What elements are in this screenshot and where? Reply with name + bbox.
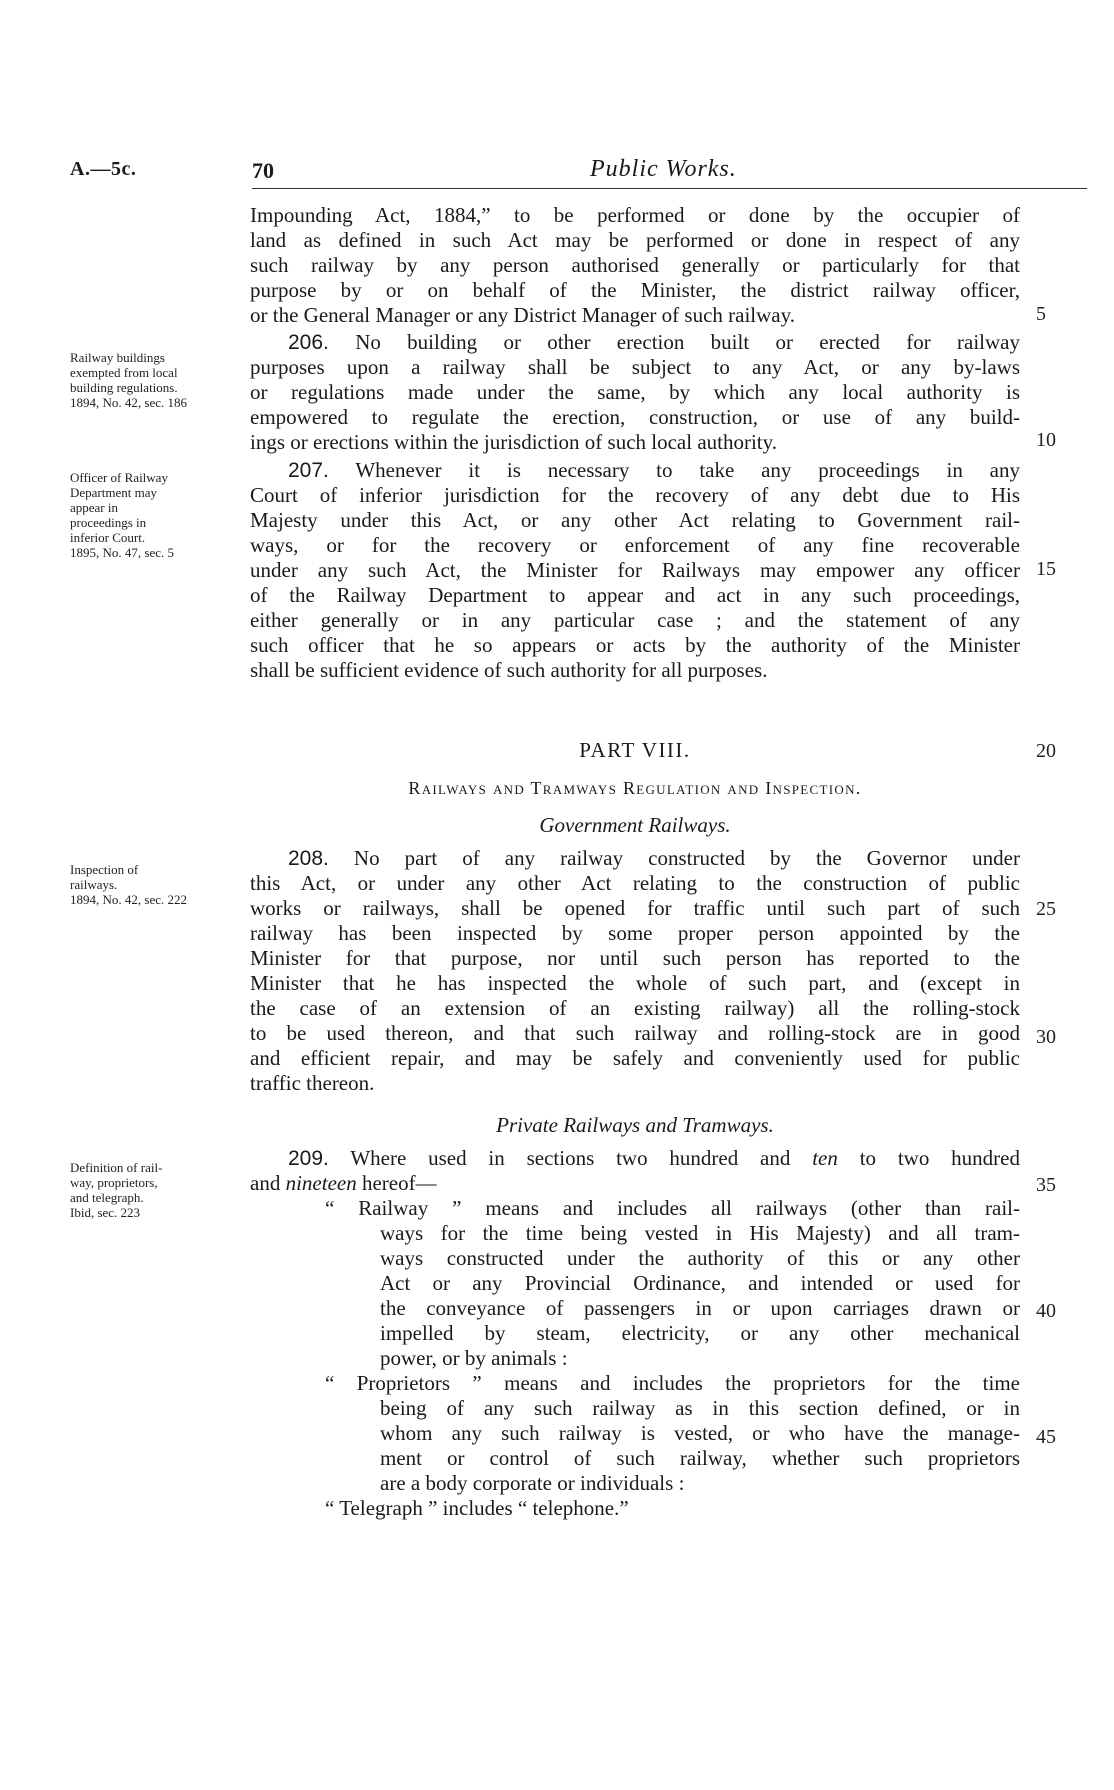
margin-line: Railway buildings — [70, 350, 165, 365]
text-line: railway has been inspected by some proper person appointed by the — [250, 921, 1020, 945]
margin-line: Definition of rail- — [70, 1160, 163, 1175]
margin-note-208 — [70, 862, 245, 907]
line-number: 20 — [1036, 740, 1056, 762]
part-title: PART VIII. — [579, 738, 691, 762]
definition-proprietors-line: “ Proprietors ” means and includes the proprietors for the time — [325, 1371, 1020, 1395]
text-line: such officer that he so appears or acts by the authority of the Minister — [250, 633, 1020, 657]
section-text: Whenever it is necessary to take any proceedings in any — [355, 458, 1021, 482]
margin-line: appear in — [70, 500, 119, 515]
text-line: purpose by or on behalf of the Minister, the district railway officer, — [250, 278, 1020, 302]
text-line: Minister for that purpose, nor until such person has reported to the — [250, 946, 1020, 970]
text-line: to be used thereon, and that such railway and rolling-stock are in good — [250, 1021, 1020, 1045]
text-line — [250, 1146, 1020, 1171]
text-line: Minister that he has inspected the whole of such part, and (except in — [250, 971, 1020, 995]
line-number: 45 — [1036, 1426, 1056, 1448]
text-line — [250, 1171, 1020, 1196]
margin-line: Department may — [70, 485, 157, 500]
text-line: Court of inferior jurisdiction for the recovery of any debt due to His — [250, 483, 1020, 507]
definition-telegraph: “ Telegraph ” includes “ telephone.” — [325, 1496, 629, 1520]
margin-line: and telegraph. — [70, 1190, 144, 1205]
line-number: 40 — [1036, 1300, 1056, 1322]
text-line: Impounding Act, 1884,” to be performed or done by the occupier of — [250, 203, 1020, 227]
margin-note-209 — [70, 1160, 245, 1220]
section-number: 207. — [288, 459, 329, 482]
definition-railway-line: ways constructed under the authority of this or any other — [380, 1246, 1020, 1270]
line-number: 25 — [1036, 898, 1056, 920]
text-line: of the Railway Department to appear and act in any such proceedings, — [250, 583, 1020, 607]
running-title: Public Works. — [590, 156, 737, 182]
text-line: or regulations made under the same, by which any local authority is — [250, 380, 1020, 404]
margin-line: proceedings in — [70, 515, 147, 530]
definition-railway-line: Act or any Provincial Ordinance, and intended or used for — [380, 1271, 1020, 1295]
section-text: Where used in sections two hundred and — [350, 1146, 791, 1170]
section-205-continuation — [250, 203, 1020, 328]
line-number: 5 — [1036, 303, 1046, 325]
text-line: land as defined in such Act may be performed or done in respect of any — [250, 228, 1020, 252]
margin-line: way, proprietors, — [70, 1175, 158, 1190]
group-heading-government: Government Railways. — [539, 813, 731, 837]
margin-note-207 — [70, 470, 245, 560]
text-line: ings or erections within the jurisdiction of such local authority. — [250, 430, 778, 454]
text-line: ways, or for the recovery or enforcement of any fine recoverable — [250, 533, 1020, 557]
margin-line: Inspection of — [70, 862, 139, 877]
section-207 — [250, 458, 1020, 683]
margin-line: inferior Court. — [70, 530, 146, 545]
margin-line: Ibid, sec. 223 — [70, 1205, 141, 1220]
section-number: 209. — [288, 1147, 329, 1170]
text-line: the case of an extension of an existing railway) all the rolling-stock — [250, 996, 1020, 1020]
text-line: empowered to regulate the erection, construction, or use of any build- — [250, 405, 1020, 429]
margin-line: railways. — [70, 877, 118, 892]
margin-line: exempted from local — [70, 365, 178, 380]
section-209 — [250, 1146, 1020, 1521]
text-line: this Act, or under any other Act relating to the construction of public — [250, 871, 1020, 895]
text-line: such railway by any person authorised generally or particularly for that — [250, 253, 1020, 277]
margin-line: 1894, No. 42, sec. 222 — [70, 892, 187, 907]
definition-proprietors-line: are a body corporate or individuals : — [380, 1471, 685, 1495]
margin-line: 1894, No. 42, sec. 186 — [70, 395, 187, 410]
line-number: 35 — [1036, 1174, 1056, 1196]
text-line: shall be sufficient evidence of such authority for all purposes. — [250, 658, 768, 682]
part-subtitle: Railways and Tramways Regulation and Inspection. — [408, 778, 862, 798]
definition-railway-line: the conveyance of passengers in or upon carriages drawn or — [380, 1296, 1020, 1320]
page-header — [70, 150, 1030, 190]
section-number: 206. — [288, 331, 329, 354]
section-text: No building or other erection built or erected for railway — [355, 330, 1020, 354]
section-text-italic: ten — [812, 1146, 838, 1170]
definition-proprietors-line: being of any such railway as in this section defined, or in — [380, 1396, 1020, 1420]
section-206 — [250, 330, 1020, 455]
text-line: works or railways, shall be opened for traffic until such part of such — [250, 896, 1020, 920]
definition-railway-line: impelled by steam, electricity, or any other mechanical — [380, 1321, 1020, 1345]
definition-proprietors-line: whom any such railway is vested, or who have the manage- — [380, 1421, 1020, 1445]
section-text: to two hundred — [859, 1146, 1020, 1170]
definition-railway-line: “ Railway ” means and includes all railways (other than rail- — [325, 1196, 1020, 1220]
section-number: 208. — [288, 847, 329, 870]
text-line — [250, 846, 1020, 871]
line-number: 30 — [1036, 1026, 1056, 1048]
section-208 — [250, 846, 1020, 1096]
section-text: and — [250, 1171, 281, 1195]
margin-line: Officer of Railway — [70, 470, 168, 485]
document-reference: A.—5c. — [70, 158, 137, 180]
section-text: No part of any railway constructed by the Governor under — [353, 846, 1020, 870]
text-line: or the General Manager or any District Manager of such railway. — [250, 303, 796, 327]
text-line — [250, 458, 1020, 483]
definition-railway-line: power, or by animals : — [380, 1346, 568, 1370]
margin-line: 1895, No. 47, sec. 5 — [70, 545, 174, 560]
margin-line: building regulations. — [70, 380, 178, 395]
text-line — [250, 330, 1020, 355]
text-line: and efficient repair, and may be safely and conveniently used for public — [250, 1046, 1020, 1070]
section-text: hereof— — [361, 1171, 437, 1195]
page-number: 70 — [252, 158, 274, 183]
header-rule — [252, 188, 1087, 189]
text-line: Majesty under this Act, or any other Act relating to Government rail- — [250, 508, 1020, 532]
margin-note-206 — [70, 350, 245, 410]
group-heading-private: Private Railways and Tramways. — [496, 1113, 774, 1137]
text-line: either generally or in any particular case ; and the statement of any — [250, 608, 1020, 632]
line-number: 10 — [1036, 429, 1056, 451]
text-line: traffic thereon. — [250, 1071, 375, 1095]
definition-proprietors-line: ment or control of such railway, whether such proprietors — [380, 1446, 1020, 1470]
definition-railway-line: ways for the time being vested in His Majesty) and all tram- — [380, 1221, 1020, 1245]
section-text-italic: nineteen — [285, 1171, 357, 1195]
text-line: under any such Act, the Minister for Railways may empower any officer — [250, 558, 1020, 582]
text-line: purposes upon a railway shall be subject to any Act, or any by-laws — [250, 355, 1020, 379]
line-number: 15 — [1036, 558, 1056, 580]
